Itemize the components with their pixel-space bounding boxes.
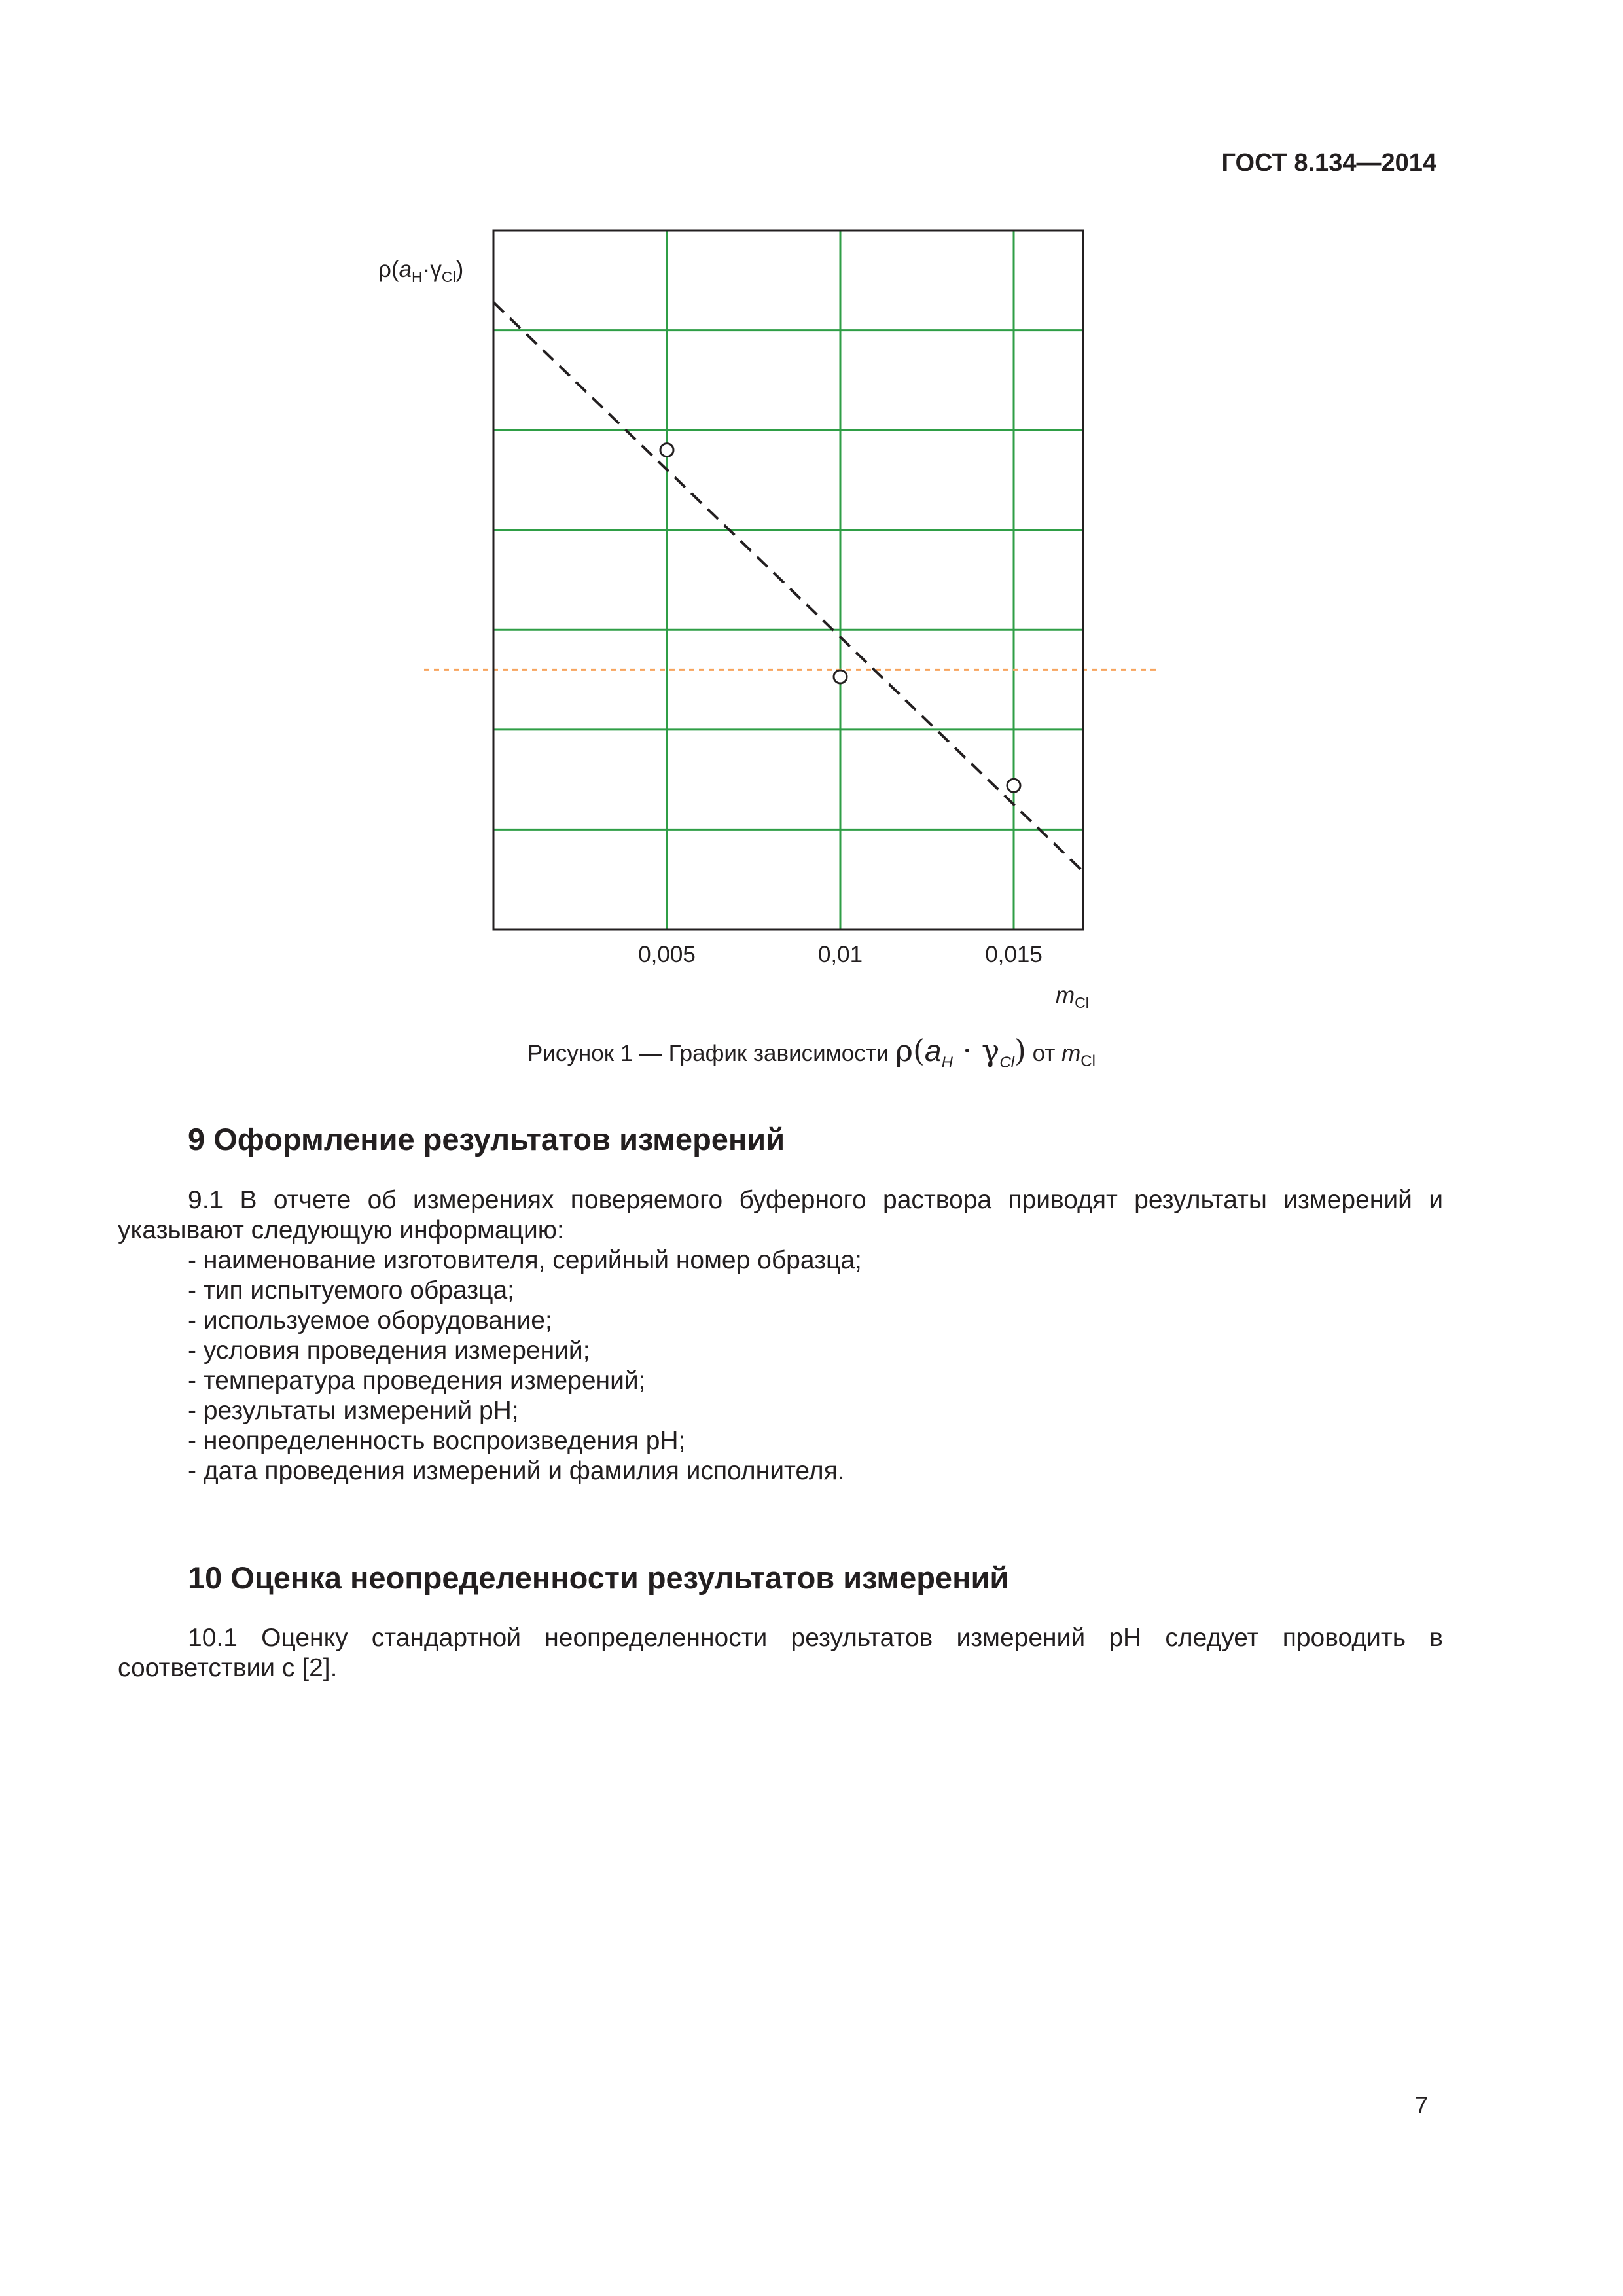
chart-grid [493, 230, 1083, 929]
list-item: - используемое оборудование; [188, 1306, 552, 1335]
x-tick-label: 0,015 [985, 942, 1043, 967]
list-item: - результаты измерений pH; [188, 1397, 519, 1425]
section-10-paragraph: 10.1 Оценку стандартной неопределенности результатов измерений pH следует проводить в соответствии с [2]. [118, 1624, 1443, 1682]
section-9-list [188, 1246, 862, 1486]
x-axis-label: $m_{Cl}$ [1056, 982, 1089, 1011]
fit-line [493, 302, 1083, 872]
document-header: ГОСТ 8.134—2014 [1221, 149, 1436, 177]
x-tick-label: 0,01 [817, 942, 863, 967]
list-item: - дата проведения измерений и фамилия исполнителя. [188, 1457, 845, 1485]
list-item: - тип испытуемого образца; [188, 1276, 515, 1304]
list-item: - температура проведения измерений; [188, 1367, 646, 1395]
plot-frame [493, 230, 1083, 929]
section-9-paragraph: 9.1 В отчете об измерениях поверяемого буферного раствора приводят результаты измерений и указывают следующую информацию: [118, 1186, 1443, 1244]
data-point [1007, 779, 1020, 792]
section-9-heading: 9 Оформление результатов измерений [188, 1122, 785, 1157]
data-point [834, 670, 847, 683]
section-10-heading: 10 Оценка неопределенности результатов измерений [188, 1560, 1009, 1595]
x-tick-label: 0,005 [638, 942, 696, 967]
data-point [660, 444, 673, 457]
list-item: - неопределенность воспроизведения pH; [188, 1427, 686, 1455]
figure-caption: Рисунок 1 — График зависимости $\rho(a_H \cdot \gamma_{Cl})$ от $m_{Cl}$ [527, 1033, 1096, 1072]
y-axis-label: $\rho(a_H\cdot\gamma_{Cl})$ [378, 257, 464, 285]
list-item: - условия проведения измерений; [188, 1336, 590, 1365]
page-number: 7 [1415, 2092, 1429, 2119]
list-item: - наименование изготовителя, серийный номер образца; [188, 1246, 862, 1274]
chart [0, 0, 1623, 1113]
x-tick-labels [638, 942, 1043, 967]
